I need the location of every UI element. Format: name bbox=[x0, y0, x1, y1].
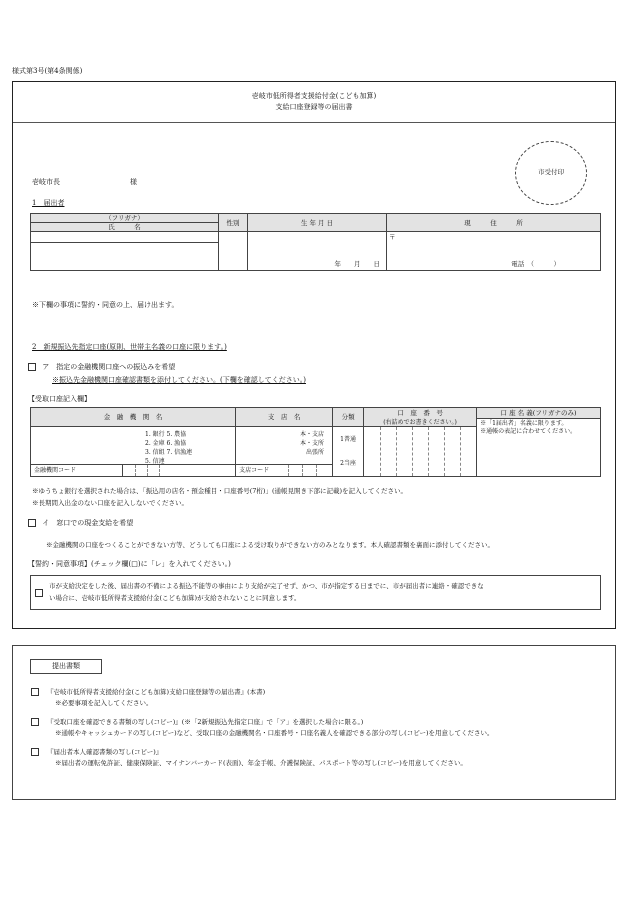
doc-3-note: ※届出者の運転免許証、健康保険証、マイナンバーカード(表面)、年金手帳、介護保険証、パスポート等の写し(コピー)を用意してください。 bbox=[55, 759, 467, 767]
form-number: 様式第3号(第4条関係) bbox=[12, 67, 83, 75]
branch-code-cell[interactable] bbox=[236, 465, 333, 477]
branch-types bbox=[300, 430, 324, 457]
phone-label: 電話 （ ） bbox=[511, 260, 560, 269]
furigana-header: （フリガナ） bbox=[31, 214, 219, 223]
applicant-table bbox=[30, 213, 601, 271]
institution-type-4: 5. 信連 bbox=[145, 458, 165, 465]
category-input[interactable] bbox=[333, 427, 364, 477]
gender-header: 性別 bbox=[219, 214, 248, 232]
gender-input[interactable] bbox=[219, 232, 248, 271]
name-input[interactable] bbox=[31, 243, 219, 271]
account-number-header: 口 座 番 号 bbox=[364, 408, 477, 419]
dob-input[interactable] bbox=[248, 232, 387, 271]
institution-types bbox=[145, 430, 192, 466]
pledge-note: ※下欄の事項に誓約・同意の上、届け出ます。 bbox=[32, 301, 179, 309]
address-header: 現 住 所 bbox=[387, 214, 601, 232]
branch-header: 支 店 名 bbox=[236, 408, 333, 427]
option-a-checkbox[interactable] bbox=[28, 363, 36, 371]
form-title-line1: 壱岐市低所得者支援給付金(こども加算) bbox=[251, 92, 377, 100]
option-b-checkbox[interactable] bbox=[28, 519, 36, 527]
address-input[interactable] bbox=[387, 232, 601, 271]
section2-title: 2 新規振込先指定口座(原則、世帯主名義の口座に限ります。) bbox=[32, 343, 227, 351]
doc-3-checkbox[interactable] bbox=[31, 748, 39, 756]
doc-1-note: ※必要事項を記入してください。 bbox=[55, 699, 153, 707]
branch-type-1: 本・支店 bbox=[300, 431, 325, 438]
branch-type-2: 本・支所 bbox=[300, 440, 325, 447]
agreement-heading: 【誓約・同意事項】(チェック欄(□)に「レ」を入れてください。) bbox=[28, 560, 231, 568]
class-normal: 1普通 bbox=[340, 435, 356, 443]
dormant-note: ※長期間入出金のない口座を記入しないでください。 bbox=[32, 499, 188, 507]
title-divider bbox=[13, 122, 615, 123]
doc-3-title: 『届出者本人確認書類の写し(コピー)』 bbox=[47, 748, 163, 756]
holder-note-1: ※「1届出者」名義に限ります。 bbox=[480, 420, 568, 427]
institution-type-2: 2. 金庫 6. 漁協 bbox=[145, 440, 187, 447]
bank-heading: 【受取口座記入欄】 bbox=[28, 395, 91, 403]
option-a-row bbox=[28, 363, 175, 372]
option-b-row bbox=[28, 519, 133, 528]
documents-title: 提出書類 bbox=[30, 659, 102, 674]
yucho-note: ※ゆうちょ銀行を選択された場合は、「振込用の店名・預金種目・口座番号(7桁)」(通帳見開き下部に記載)を記入してください。 bbox=[32, 487, 408, 495]
agreement-checkbox[interactable] bbox=[35, 589, 43, 597]
category-header: 分類 bbox=[333, 408, 364, 427]
doc-2-title: 『受取口座を確認できる書類の写し(コピー)』(※「2新規振込先指定口座」で「ア」を選択した場合に限る。) bbox=[47, 718, 364, 726]
institution-type-1: 1. 銀行 5. 農協 bbox=[145, 431, 187, 438]
doc-2-note: ※通帳やキャッシュカードの写し(コピー)など、受取口座の金融機関名・口座番号・口座名義人を確認できる部分の写し(コピー)を用意してください。 bbox=[55, 729, 494, 737]
doc-1-title: 『壱岐市低所得者支援給付金(こども加算)支給口座登録等の届出書』(本書) bbox=[47, 688, 266, 696]
stamp-label: 市受付印 bbox=[538, 168, 564, 176]
name-header: 氏 名 bbox=[31, 223, 219, 232]
postal-mark: 〒 bbox=[389, 233, 396, 242]
honorific: 様 bbox=[130, 178, 137, 186]
institution-type-3: 3. 信組 7. 信漁連 bbox=[145, 449, 193, 456]
branch-type-3: 出張所 bbox=[306, 449, 325, 456]
dob-format: 年 月 日 bbox=[334, 260, 380, 269]
bank-code-label: 金融機関コード bbox=[31, 465, 123, 477]
class-current: 2当座 bbox=[340, 459, 356, 467]
bank-code-input[interactable] bbox=[123, 465, 236, 477]
account-number-subheader: (右詰めでお書きください。) bbox=[364, 419, 477, 427]
option-a-label: ア 指定の金融機関口座への振込みを希望 bbox=[42, 363, 176, 371]
agreement-text-2: い場合に、壱岐市低所得者支援給付金(こども加算)が支給されないことに同意します。 bbox=[49, 594, 301, 602]
bank-table bbox=[30, 407, 601, 477]
form-title-line2: 支給口座登録等の届出書 bbox=[275, 103, 353, 111]
account-holder-header: 口 座 名 義(フリガナのみ) bbox=[477, 408, 601, 419]
account-number-input[interactable] bbox=[364, 427, 477, 477]
branch-code-label: 支店コード bbox=[239, 466, 270, 474]
agreement-box bbox=[30, 575, 601, 610]
branch-input[interactable] bbox=[236, 427, 333, 465]
documents-box bbox=[12, 645, 616, 800]
holder-note-2: ※通帳の表記に合わせてください。 bbox=[480, 427, 577, 435]
furigana-input[interactable] bbox=[31, 232, 219, 243]
addressee: 壱岐市長 bbox=[32, 178, 60, 186]
option-b-label: イ 窓口での現金支給を希望 bbox=[42, 519, 134, 527]
option-b-note: ※金融機関の口座をつくることができない方等、どうしても口座による受け取りができない方のみとなります。本人確認書類を裏面に添付してください。 bbox=[46, 541, 494, 549]
dob-header: 生 年 月 日 bbox=[248, 214, 387, 232]
doc-1-checkbox[interactable] bbox=[31, 688, 39, 696]
doc-2-checkbox[interactable] bbox=[31, 718, 39, 726]
agreement-text-1: 市が支給決定をした後、届出書の不備による振込不能等の事由により支給が完了せず、かつ、市が指定する日までに、市が届出者に連絡・確認できな bbox=[49, 582, 484, 590]
account-holder-input[interactable] bbox=[477, 419, 601, 477]
institution-input[interactable] bbox=[31, 427, 236, 465]
option-a-note: ※振込先金融機関口座確認書類を添付してください。(下欄を確認してください。) bbox=[52, 376, 306, 384]
institution-header: 金 融 機 関 名 bbox=[31, 408, 236, 427]
section1-title: 1 届出者 bbox=[32, 199, 65, 207]
reception-stamp-area bbox=[515, 141, 587, 205]
